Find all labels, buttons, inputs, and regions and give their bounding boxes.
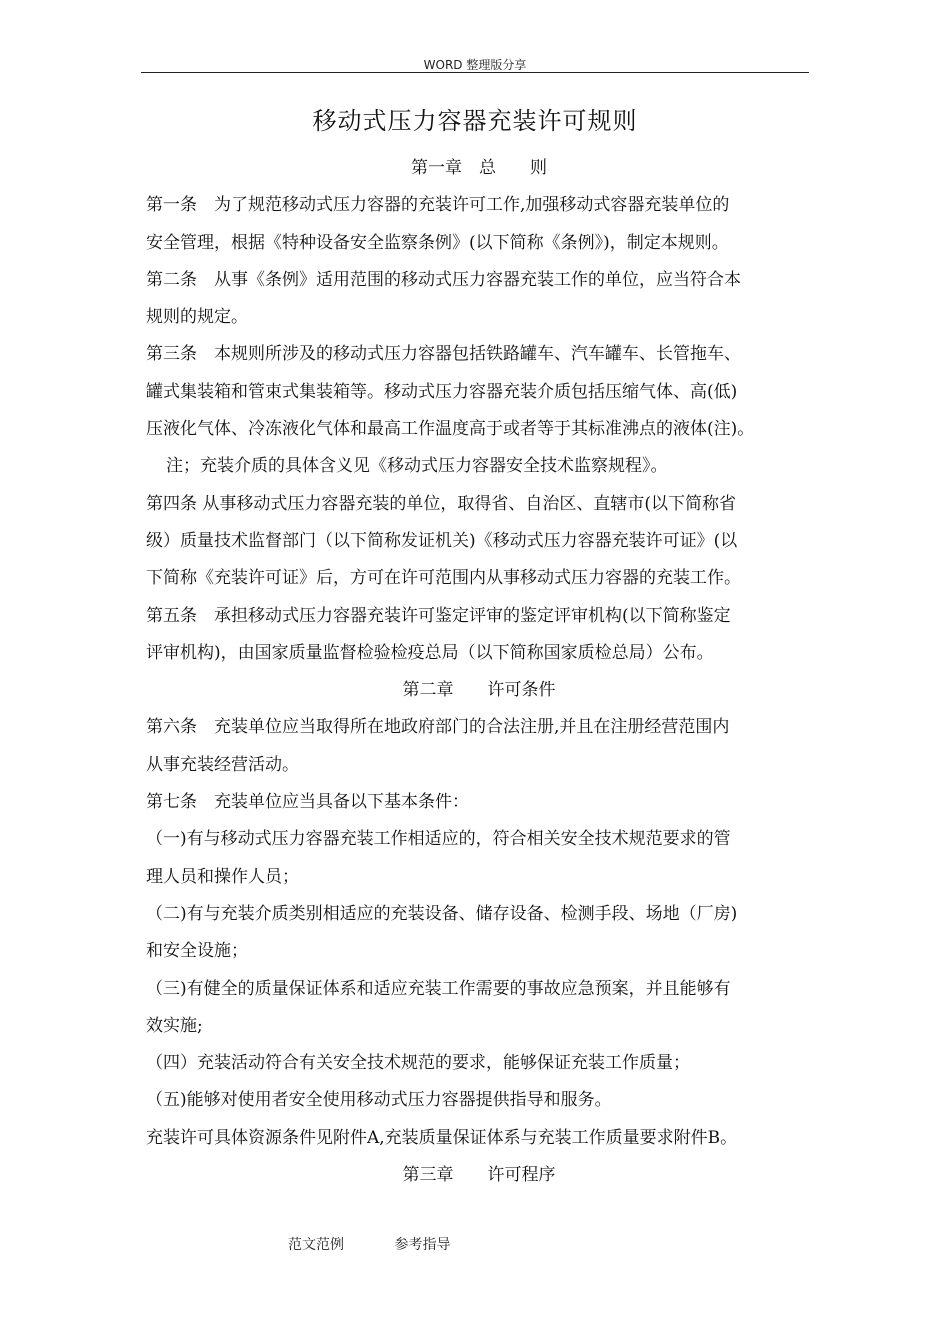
header-rule bbox=[141, 72, 809, 73]
document-title: 移动式压力容器充装许可规则 bbox=[312, 107, 638, 135]
document-body bbox=[146, 150, 812, 1194]
body-line: 第一条 为了规范移动式压力容器的充装许可工作,加强移动式容器充装单位的 bbox=[146, 195, 730, 216]
body-line: （一)有与移动式压力容器充装工作相适应的，符合相关安全技术规范要求的管 bbox=[146, 829, 731, 850]
page-footer bbox=[288, 1234, 496, 1254]
chapter-heading: 第二章 许可条件 bbox=[402, 680, 556, 701]
body-line: （四）充装活动符合有关安全技术规范的要求，能够保证充装工作质量； bbox=[146, 1053, 690, 1074]
body-line: 第七条 充装单位应当具备以下基本条件： bbox=[146, 792, 469, 813]
body-line: 安全管理，根据《特种设备安全监察条例》(以下简称《条例》)，制定本规则。 bbox=[146, 232, 729, 253]
body-line: （五)能够对使用者安全使用移动式压力容器提供指导和服务。 bbox=[146, 1090, 612, 1111]
body-line: 第五条 承担移动式压力容器充装许可鉴定评审的鉴定评审机构(以下简称鉴定 bbox=[146, 605, 731, 626]
body-line: 级）质量技术监督部门（以下简称发证机关)《移动式压力容器充装许可证》(以 bbox=[146, 530, 738, 551]
chapter-heading: 第三章 许可程序 bbox=[402, 1165, 556, 1186]
footer-right-text: 参考指导 bbox=[394, 1237, 451, 1253]
body-line: （二)有与充装介质类别相适应的充装设备、储存设备、检测手段、场地（厂房) bbox=[146, 903, 738, 924]
body-line: 第二条 从事《条例》适用范围的移动式压力容器充装工作的单位，应当符合本 bbox=[146, 269, 741, 290]
body-line: 充装许可具体资源条件见附件A,充装质量保证体系与充装工作质量要求附件B。 bbox=[146, 1127, 738, 1148]
footer-left-text: 范文范例 bbox=[288, 1237, 344, 1253]
body-line: 第四条 从事移动式压力容器充装的单位，取得省、自治区、直辖市(以下简称省 bbox=[146, 493, 737, 514]
body-line: 从事充装经营活动。 bbox=[146, 754, 299, 775]
body-line: 罐式集装箱和管束式集装箱等。移动式压力容器充装介质包括压缩气体、高(低) bbox=[146, 381, 738, 402]
body-line: 规则的规定。 bbox=[146, 307, 248, 328]
body-line: 压液化气体、冷冻液化气体和最高工作温度高于或者等于其标准沸点的液体(注)。 bbox=[146, 419, 755, 440]
body-line: 第六条 充装单位应当取得所在地政府部门的合法注册,并且在注册经营范围内 bbox=[146, 717, 730, 738]
note-line: 注；充装介质的具体含义见《移动式压力容器安全技术监察规程》。 bbox=[166, 456, 668, 477]
body-line: 和安全设施； bbox=[146, 941, 248, 962]
body-line: 下简称《充装许可证》后，方可在许可范围内从事移动式压力容器的充装工作。 bbox=[146, 568, 741, 589]
body-line: （三)有健全的质量保证体系和适应充装工作需要的事故应急预案，并且能够有 bbox=[146, 978, 731, 999]
body-line: 评审机构)，由国家质量监督检验检疫总局（以下简称国家质检总局）公布。 bbox=[146, 642, 714, 663]
page-header: WORD 整理版分享 bbox=[423, 58, 527, 72]
chapter-heading: 第一章 总 则 bbox=[411, 158, 547, 178]
body-line: 效实施; bbox=[146, 1015, 203, 1036]
body-line: 理人员和操作人员； bbox=[146, 866, 299, 887]
body-line: 第三条 本规则所涉及的移动式压力容器包括铁路罐车、汽车罐车、长管拖车、 bbox=[146, 344, 741, 365]
